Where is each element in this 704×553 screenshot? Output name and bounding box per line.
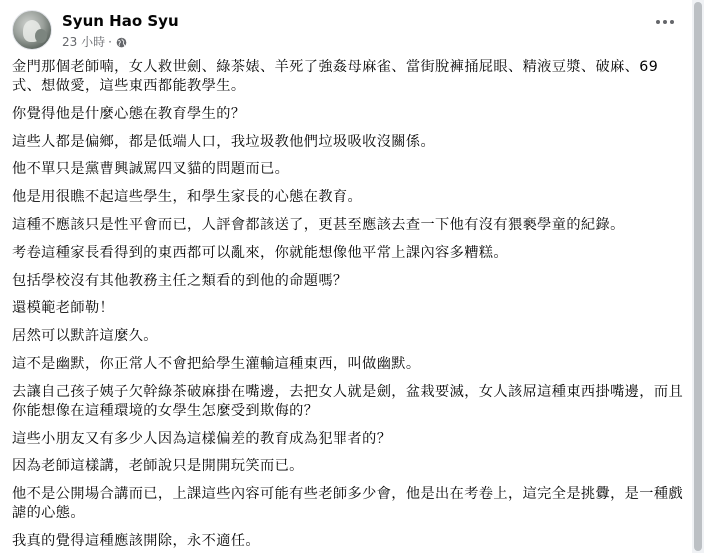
post-paragraph: 你覺得他是什麼心態在教育學生的？ <box>12 105 246 122</box>
post-paragraph: 他是用很瞧不起這些學生，和學生家長的心態在教育。 <box>12 189 363 206</box>
post-paragraph: 我真的覺得這種應該開除，永不適任。 <box>12 532 260 549</box>
post-body <box>12 58 684 553</box>
post-paragraph: 這不是幽默，你正常人不會把給學生灌輸這種東西，叫做幽默。 <box>12 355 421 372</box>
more-options-icon[interactable] <box>650 10 680 34</box>
post-paragraph: 這些小朋友又有多少人因為這樣偏差的教育成為犯罪者的？ <box>12 430 392 447</box>
post-paragraph: 還模範老師勒！ <box>12 300 115 317</box>
post-paragraph: 他不單只是黨曹興誠罵四叉貓的問題而已。 <box>12 161 290 178</box>
post-time[interactable]: 23 小時 <box>62 35 106 49</box>
meta-separator: · <box>108 35 112 49</box>
post-paragraph: 包括學校沒有其他教務主任之類看的到他的命題嗎？ <box>12 272 348 289</box>
post-paragraph: 居然可以默許這麼久。 <box>12 328 158 345</box>
scrollbar-thumb[interactable] <box>694 2 702 551</box>
post-paragraph: 因為老師這樣講，老師說只是開開玩笑而已。 <box>12 458 304 475</box>
post-header <box>12 10 680 54</box>
post-meta <box>62 34 127 50</box>
post-paragraph: 他不是公開場合講而已，上課這些內容可能有些老師多少會，他是出在考卷上，這完全是挑釁，是一種戲謔的心態。 <box>12 486 684 522</box>
avatar-image-shape-2 <box>35 29 47 43</box>
post-paragraph: 這些人都是偏鄉，都是低端人口，我垃圾教他們垃圾吸收沒關係。 <box>12 133 436 150</box>
post-paragraph: 考卷這種家長看得到的東西都可以亂來，你就能想像他平常上課內容多糟糕。 <box>12 244 508 261</box>
globe-icon[interactable] <box>116 37 127 48</box>
author-name[interactable]: Syun Hao Syu <box>62 12 179 30</box>
post-paragraph: 這種不應該只是性平會而已，人評會都該送了，更甚至應該去查一下他有沒有猥褻學童的紀錄。 <box>12 216 625 233</box>
post-paragraph: 金門那個老師喃，女人救世劍、綠茶婊、羊死了強姦母麻雀、當街脫褲捅屁眼、精液豆漿、破麻、69式、想做愛，這些東西都能教學生。 <box>12 59 659 94</box>
page-scrollbar[interactable] <box>692 0 704 553</box>
author-avatar[interactable] <box>12 10 52 50</box>
post-paragraph: 去讓自己孩子姨子欠幹綠茶破麻掛在嘴邊，去把女人就是劍，盆栽要滅，女人該屌這種東西掛嘴邊，而且你能想像在這種環境的女學生怎麼受到欺侮的？ <box>12 383 684 419</box>
